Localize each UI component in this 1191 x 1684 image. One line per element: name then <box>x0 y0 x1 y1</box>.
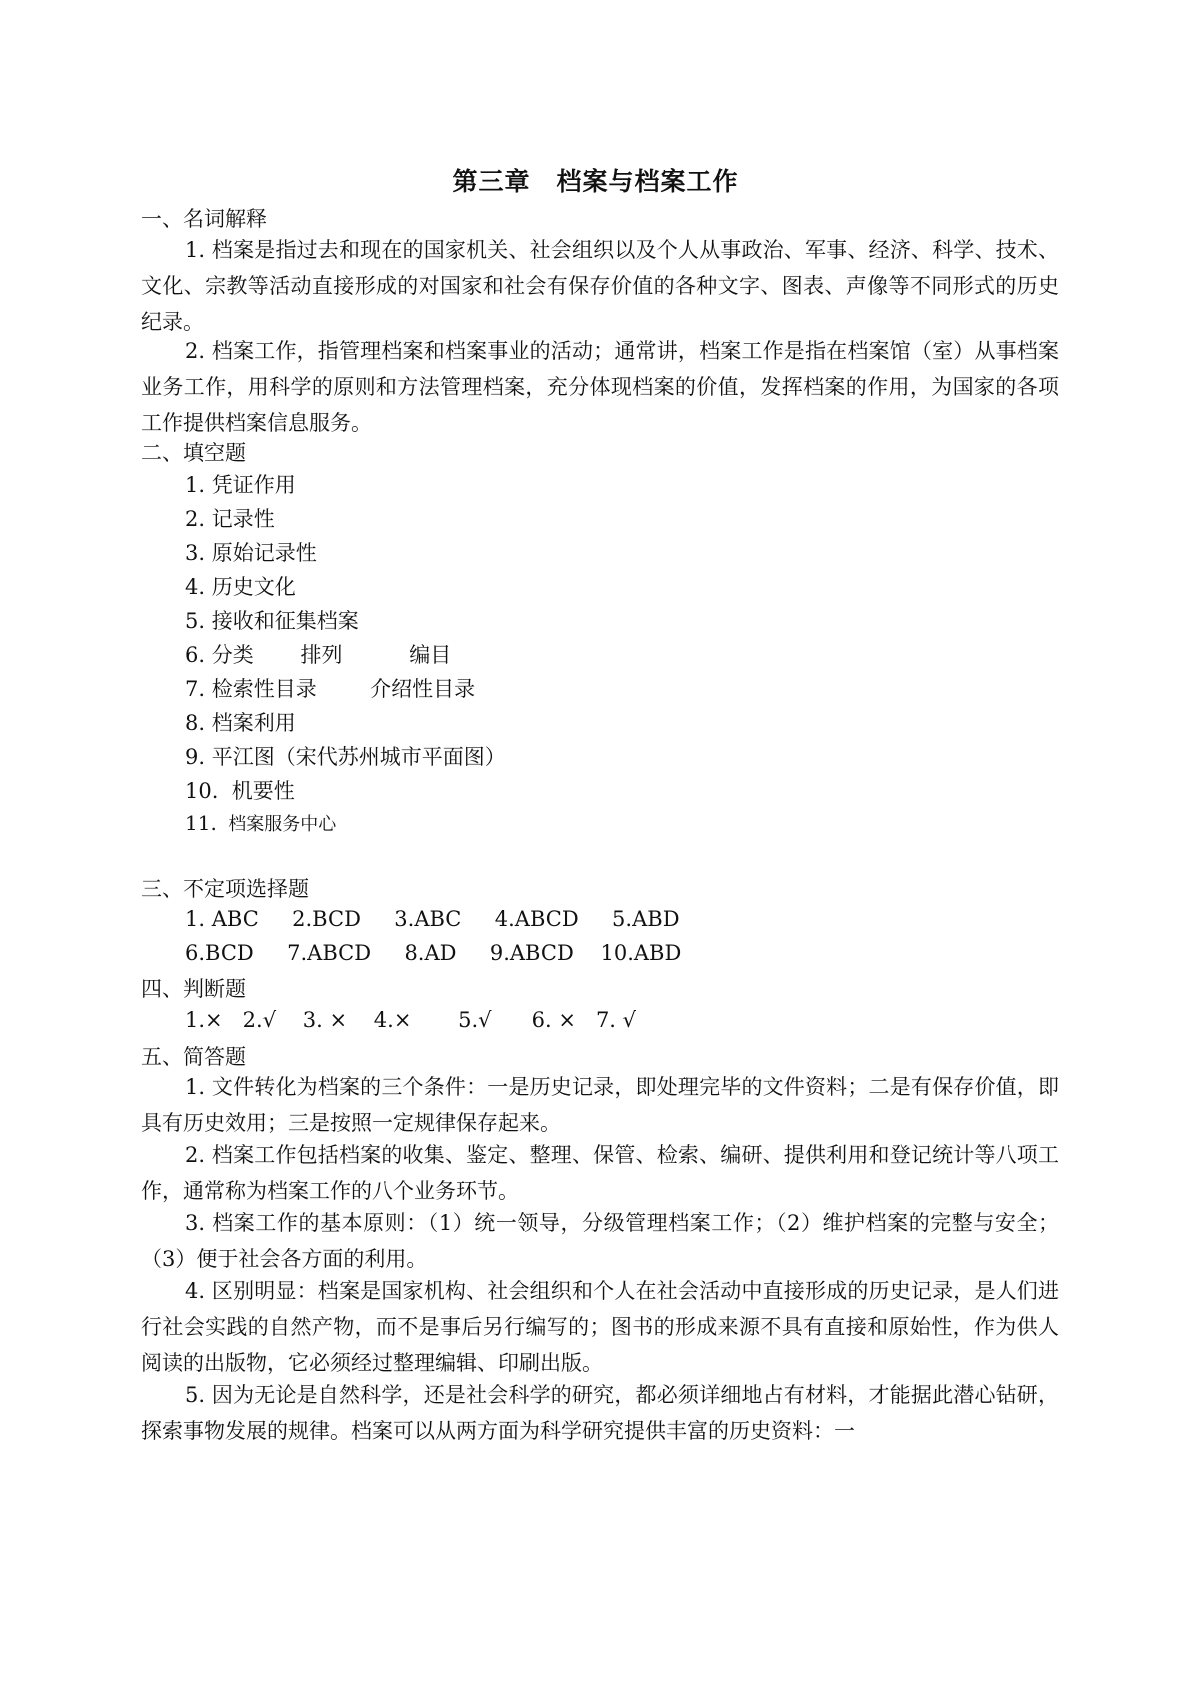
fill-blank-item-2: 2. 记录性 <box>185 507 275 531</box>
fill-blank-item-1: 1. 凭证作用 <box>185 473 296 497</box>
short-answer-paragraph-1: 1. 文件转化为档案的三个条件：一是历史记录，即处理完毕的文件资料；二是有保存价值，即具有历史效用；三是按照一定规律保存起来。 <box>141 1075 1059 1135</box>
fill-blank-item-5: 5. 接收和征集档案 <box>185 609 359 633</box>
true-false-answers: 1.× 2.√ 3. × 4.× 5.√ 6. × 7. √ <box>185 1008 637 1032</box>
fill-blank-item-6: 6. 分类 排列 编目 <box>185 643 452 667</box>
short-answer-paragraph-3: 3. 档案工作的基本原则：（1）统一领导，分级管理档案工作；（2）维护档案的完整与安全；（3）便于社会各方面的利用。 <box>141 1211 1059 1271</box>
definition-paragraph-1: 1. 档案是指过去和现在的国家机关、社会组织以及个人从事政治、军事、经济、科学、技术、文化、宗教等活动直接形成的对国家和社会有保存价值的各种文字、图表、声像等不同形式的历史纪录。 <box>141 238 1059 334</box>
fill-blank-item-11 <box>185 810 336 836</box>
chapter-title: 第三章 档案与档案工作 <box>452 167 739 196</box>
section-heading-short-answer: 五、简答题 <box>141 1045 246 1069</box>
short-answer-paragraph-4: 4. 区别明显：档案是国家机构、社会组织和个人在社会活动中直接形成的历史记录，是人们进行社会实践的自然产物，而不是事后另行编写的；图书的形成来源不具有直接和原始性，作为供人阅读的出版物，它必须经过整理编辑、印刷出版。 <box>141 1279 1059 1375</box>
definition-paragraph-2: 2. 档案工作，指管理档案和档案事业的活动；通常讲，档案工作是指在档案馆（室）从事档案业务工作，用科学的原则和方法管理档案，充分体现档案的价值，发挥档案的作用，为国家的各项工作提供档案信息服务。 <box>141 339 1059 435</box>
multiple-choice-line-1: 1. ABC 2.BCD 3.ABC 4.ABCD 5.ABD <box>185 907 680 931</box>
short-answer-paragraph-2: 2. 档案工作包括档案的收集、鉴定、整理、保管、检索、编研、提供利用和登记统计等八项工作，通常称为档案工作的八个业务环节。 <box>141 1143 1059 1203</box>
fill-blank-item-10: 10. 机要性 <box>185 779 295 803</box>
fill-blank-item-9: 9. 平江图（宋代苏州城市平面图） <box>185 745 506 769</box>
fill-blank-item-3: 3. 原始记录性 <box>185 541 317 565</box>
fill-blank-item-11-text: 档案服务中心 <box>228 814 337 835</box>
fill-blank-item-7: 7. 检索性目录 介绍性目录 <box>185 677 476 701</box>
multiple-choice-line-2: 6.BCD 7.ABCD 8.AD 9.ABCD 10.ABD <box>185 941 682 965</box>
section-heading-definitions: 一、名词解释 <box>141 207 267 231</box>
section-heading-true-false: 四、判断题 <box>141 977 246 1001</box>
section-heading-multiple-choice: 三、不定项选择题 <box>141 877 309 901</box>
section-heading-fill-blank: 二、填空题 <box>141 441 246 465</box>
fill-blank-item-11-number: 11. <box>185 811 217 835</box>
fill-blank-item-8: 8. 档案利用 <box>185 711 296 735</box>
fill-blank-item-4: 4. 历史文化 <box>185 575 296 599</box>
short-answer-paragraph-5: 5. 因为无论是自然科学，还是社会科学的研究，都必须详细地占有材料，才能据此潜心钻研，探索事物发展的规律。档案可以从两方面为科学研究提供丰富的历史资料：一 <box>141 1383 1059 1443</box>
